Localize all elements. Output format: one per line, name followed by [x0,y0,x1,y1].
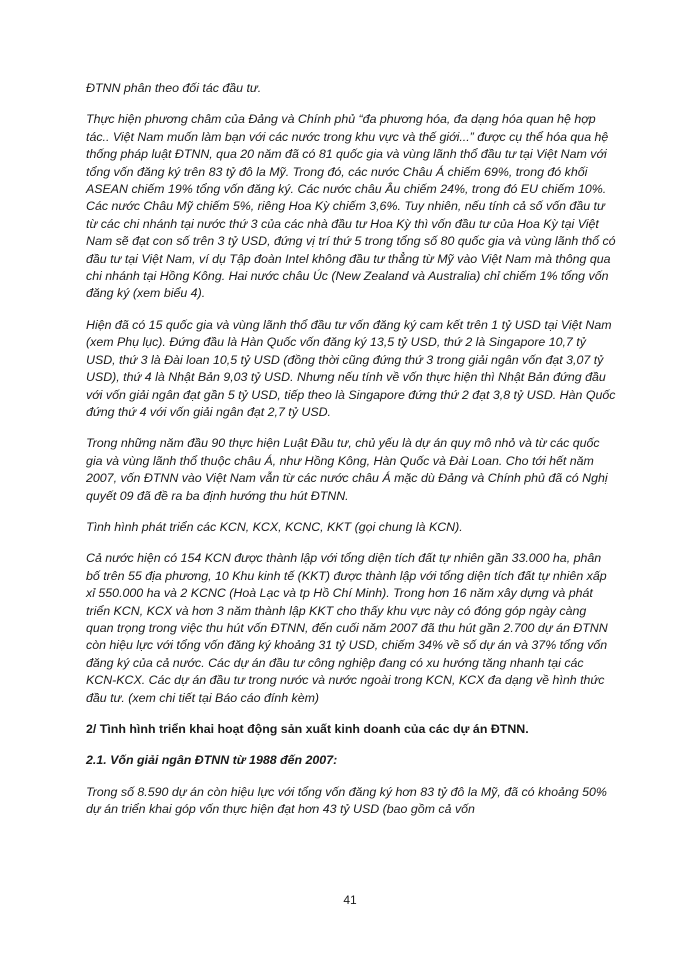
document-body [86,80,616,833]
page-number: 41 [343,893,357,907]
paragraph-partner-overview: Thực hiện phương châm của Đảng và Chính phủ “đa phương hóa, đa dạng hóa quan hệ hợp tác.. Việt Nam muốn làm bạn với các nước trong khu vực và thế giới...” được cụ thể hóa qua hệ thống pháp luật ĐTNN, qua 20 năm đã có 81 quốc gia và vùng lãnh thổ đầu tư tại Việt Nam với tổng vốn đăng ký trên 83 tỷ đô la Mỹ. Trong đó, các nước Châu Á chiếm 69%, trong đó khối ASEAN chiếm 19% tổng vốn đăng ký. Các nước châu Âu chiếm 24%, trong đó EU chiếm 10%. Các nước Châu Mỹ chiếm 5%, riêng Hoa Kỳ chiếm 3,6%. Tuy nhiên, nếu tính cả số vốn đầu tư từ các chi nhánh tại nước thứ 3 của các nhà đầu tư Hoa Kỳ thì vốn đầu tư của Hoa Kỳ tại Việt Nam sẽ đạt con số trên 3 tỷ USD, đứng vị trí thứ 5 trong tổng số 80 quốc gia và vùng lãnh thổ có đầu tư tại Việt Nam, ví dụ Tập đoàn Intel không đầu tư thẳng từ Mỹ vào Việt Nam mà thông qua chi nhánh tại Hồng Kông. Hai nước châu Úc (New Zealand và Australia) chỉ chiếm 1% tổng vốn đăng ký (xem biểu 4). [86,112,616,301]
paragraph-top-investors: Hiện đã có 15 quốc gia và vùng lãnh thổ đầu tư vốn đăng ký cam kết trên 1 tỷ USD tại Việt Nam (xem Phụ lục). Đứng đầu là Hàn Quốc vốn đăng ký 13,5 tỷ USD, thứ 2 là Singapore 10,7 tỷ USD, thứ 3 là Đài loan 10,5 tỷ USD (đồng thời cũng đứng thứ 3 trong giải ngân vốn đạt 3,07 tỷ USD), thứ 4 là Nhật Bản 9,03 tỷ USD. Nhưng nếu tính về vốn thực hiện thì Nhật Bản đứng đầu với vốn giải ngân đạt gần 5 tỷ USD, tiếp theo là Singapore đứng thứ 2 đạt 3,8 tỷ USD. Hàn Quốc đứng thứ 4 với vốn giải ngân đạt 2,7 tỷ USD. [86,317,616,419]
paragraph-industrial-zones: Cả nước hiện có 154 KCN được thành lập với tổng diện tích đất tự nhiên gần 33.000 ha, phân bố trên 55 địa phương, 10 Khu kinh tế (KKT) được thành lập với tổng diện tích đất tự nhiên xấp xỉ 550.000 ha và 2 KCNC (Hoà Lạc và tp Hồ Chí Minh). Trong hơn 16 năm xây dựng và phát triển KCN, KCX và hơn 3 năm thành lập KKT cho thấy khu vực này có đóng góp ngày càng quan trọng trong việc thu hút vốn ĐTNN, đến cuối năm 2007 đã thu hút gần 2.700 dự án ĐTNN còn hiệu lực với tổng vốn đăng ký khoảng 31 tỷ USD, chiếm 34% về số dự án và 37% tổng vốn đăng ký của cả nước. Các dự án đầu tư công nghiệp đang có xu hướng tăng nhanh tại các KCN-KCX. Các dự án đầu tư trong nước và nước ngoài trong KCN, KCX đa dạng về hình thức đầu tư. (xem chi tiết tại Báo cáo đính kèm) [86,551,608,705]
section-heading: 2/ Tình hình triển khai hoạt động sản xuất kinh doanh của các dự án ĐTNN. [86,722,529,736]
paragraph-disbursement: Trong số 8.590 dự án còn hiệu lực với tổng vốn đăng ký hơn 83 tỷ đô la Mỹ, đã có khoảng 50% dự án triển khai góp vốn thực hiện đạt hơn 43 tỷ USD (bao gồm cả vốn [86,784,607,817]
subsection-heading: 2.1. Vốn giải ngân ĐTNN từ 1988 đến 2007: [86,753,338,768]
paragraph-early-90s: Trong những năm đầu 90 thực hiện Luật Đầu tư, chủ yếu là dự án quy mô nhỏ và từ các quốc gia và vùng lãnh thổ thuộc châu Á, như Hồng Kông, Hàn Quốc và Đài Loan. Cho tới hết năm 2007, vốn ĐTNN vào Việt Nam vẫn từ các nước châu Á mặc dù Đảng và Chính phủ đã có Nghị quyết 09 đã đề ra ba định hướng thu hút ĐTNN. [86,436,608,503]
paragraph-fdi-by-partner: ĐTNN phân theo đối tác đầu tư. [86,81,262,95]
paragraph-industrial-zones-title: Tình hình phát triển các KCN, KCX, KCNC, KKT (gọi chung là KCN). [86,519,463,534]
